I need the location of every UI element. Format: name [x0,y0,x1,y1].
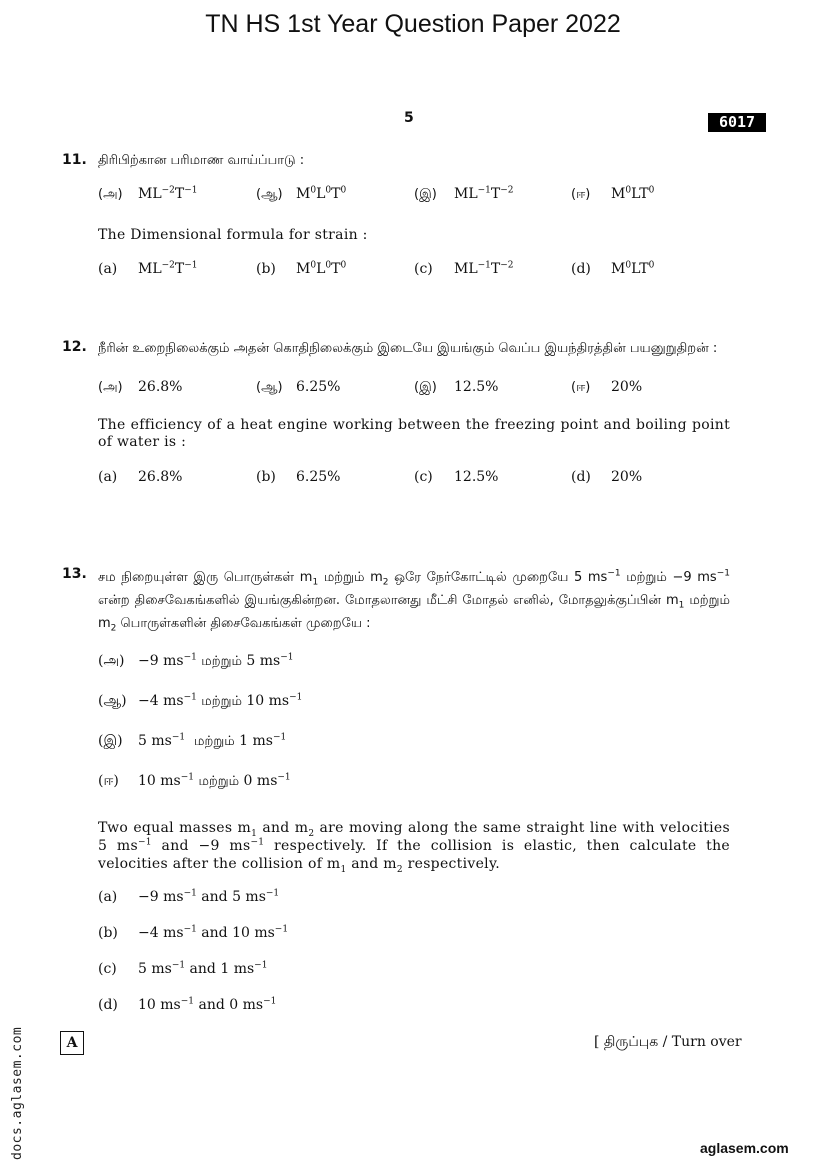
option: (c) $ML^{-1}T^{-2}$ [414,260,514,277]
option-label: (அ) [98,380,123,395]
option: (ஈ) $M^0LT^0$ [571,185,655,202]
option-value: 26.8% [138,379,183,395]
option-label: (a) [98,889,118,905]
option: (ஆ) −4 $ms^{-1}$ மற்றும் 10 $ms^{-1}$ [98,692,303,709]
question-text-tamil: சம நிறையுள்ள இரு பொருள்கள் $m_1$ மற்றும் $m_2$ ஒரே நேர்கோட்டில் முறையே 5 $ms^{-1}$ மற்றும் −9 $ms^{-1}$ என்ற திசைவேகங்களில் இயங்குகின்றன. மோதலானது மீட்சி மோதல் எனில், மோதலுக்குப்பின் $m_1$ மற்றும் $m_2$ பொருள்களின் திசைவேகங்கள் முறையே : [98,568,730,634]
site-name: aglasem.com [700,1140,789,1156]
options-list-english [98,889,730,1033]
question-12 [62,339,730,489]
option [98,469,182,486]
option-label: (இ) [414,187,437,202]
option-value: 20% [611,379,643,395]
option-label: (ஈ) [98,773,119,789]
question-text-tamil: நீரின் உறைநிலைக்கும் அதன் கொதிநிலைக்கும் இடையே இயங்கும் வெப்ப இயந்திரத்தின் பயனுறுதிறன் : [98,341,718,356]
option-label: (b) [256,469,276,485]
options-row-tamil [98,379,730,399]
option [414,379,498,396]
turn-over-note: [ திருப்புக / Turn over [594,1034,742,1050]
option: (அ) $ML^{-2}T^{-1}$ [98,185,198,202]
option [256,379,340,396]
question-number: 11. [62,152,87,168]
option-label: (ஆ) [256,187,283,202]
paper-code: 6017 [708,113,766,132]
option-label: (c) [98,961,117,977]
option [571,379,642,396]
document-banner-title: TN HS 1st Year Question Paper 2022 [205,10,621,38]
option-value: 6.25% [296,379,341,395]
option-label: (d) [571,469,591,485]
options-list-tamil [98,653,730,809]
option: (b) $M^0L^0T^0$ [256,260,347,277]
option-label: (d) [98,997,118,1013]
options-row-tamil [98,186,730,206]
option-label: (c) [414,261,433,277]
option: (c) 5 $ms^{-1}$ and 1 $ms^{-1}$ [98,960,268,977]
option-label: (b) [256,261,276,277]
question-number: 13. [62,566,87,582]
option-label: (இ) [414,380,437,395]
question-11 [62,152,730,281]
option: (இ) 5 $ms^{-1}$ மற்றும் 1 $ms^{-1}$ [98,732,287,749]
question-text-english: Two equal masses $m_1$ and $m_2$ are moving along the same straight line with velocities 5 $ms^{-1}$ and −9 $ms^{-1}$ respectively. If the collision is elastic, then calculate the velocities after the collision of $m_1$ and $m_2$ respectively. [98,820,731,875]
option [571,469,642,486]
option-label: (ஈ) [571,380,591,395]
option: (b) −4 $ms^{-1}$ and 10 $ms^{-1}$ [98,924,289,941]
option [98,379,182,396]
option: (இ) $ML^{-1}T^{-2}$ [414,185,514,202]
option-label: (அ) [98,653,125,669]
question-text-english: The efficiency of a heat engine working between the freezing point and boiling point of water is : [98,417,730,450]
option: (ஈ) 10 $ms^{-1}$ மற்றும் 0 $ms^{-1}$ [98,772,291,789]
option [414,469,498,486]
option: (d) $M^0LT^0$ [571,260,655,277]
option-value: 6.25% [296,469,341,485]
option-label: (அ) [98,187,123,202]
question-text-english: The Dimensional formula for strain : [98,227,368,243]
option-value: 12.5% [454,379,499,395]
option [256,469,340,486]
option-label: (ஈ) [571,187,591,202]
option-label: (a) [98,261,118,277]
option-value: 26.8% [138,469,183,485]
options-row-english [98,469,730,489]
question-number: 12. [62,339,87,355]
option-label: (ஆ) [98,693,127,709]
question-text-tamil: திரிபிற்கான பரிமாண வாய்ப்பாடு : [98,153,305,168]
option-value: 12.5% [454,469,499,485]
options-row-english [98,261,730,281]
version-box: A [60,1031,84,1055]
option: (ஆ) $M^0L^0T^0$ [256,185,347,202]
question-13 [62,566,730,1033]
option: (a) $ML^{-2}T^{-1}$ [98,260,198,277]
option-label: (d) [571,261,591,277]
side-watermark-url: docs.aglasem.com [10,1026,25,1160]
option-label: (c) [414,469,433,485]
option-label: (a) [98,469,118,485]
option-value: 20% [611,469,643,485]
option: (a) −9 $ms^{-1}$ and 5 $ms^{-1}$ [98,888,280,905]
option-label: (b) [98,925,118,941]
page-number: 5 [404,110,414,126]
option-label: (ஆ) [256,380,283,395]
option-label: (இ) [98,733,123,749]
option: (d) 10 $ms^{-1}$ and 0 $ms^{-1}$ [98,996,277,1013]
option: (அ) −9 $ms^{-1}$ மற்றும் 5 $ms^{-1}$ [98,652,294,669]
